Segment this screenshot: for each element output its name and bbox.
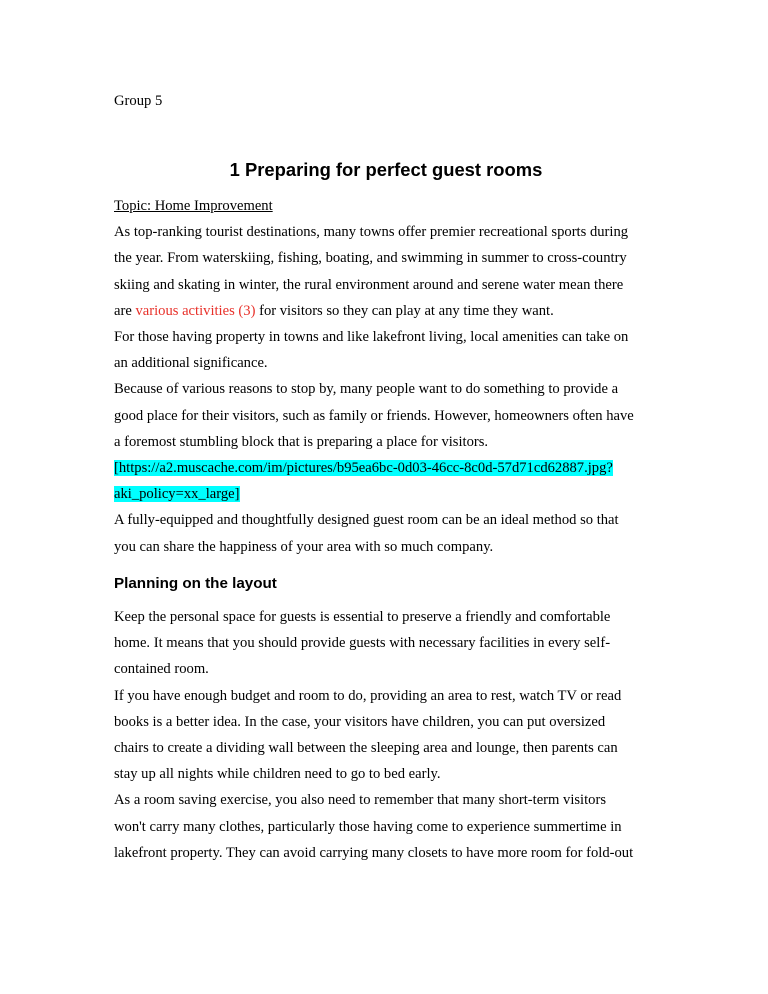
- topic-line: [114, 193, 659, 219]
- text-line: As top-ranking tourist destinations, many towns offer premier recreational sports during: [114, 224, 629, 241]
- text-line: books is a better idea. In the case, your visitors have children, you can put oversized: [114, 713, 606, 730]
- group-label: Group 5: [114, 93, 163, 109]
- text-line: won't carry many clothes, particularly those having come to experience summertime in: [114, 818, 622, 835]
- text-line: lakefront property. They can avoid carrying many closets to have more room for fold-out: [114, 844, 634, 861]
- text-line: contained room.: [114, 661, 209, 678]
- document-title: [0, 156, 768, 184]
- text-line-post: for visitors so they can play at any time they want.: [255, 302, 554, 319]
- topic-label: Topic: Home Improvement: [114, 198, 273, 214]
- text-line: good place for their visitors, such as family or friends. However, homeowners often have: [114, 407, 634, 424]
- text-line: a foremost stumbling block that is preparing a place for visitors.: [114, 433, 489, 450]
- layout-section: [114, 604, 659, 866]
- section-paragraph-2: [114, 683, 659, 788]
- text-line: Keep the personal space for guests is essential to preserve a friendly and comfortable: [114, 609, 611, 625]
- document-title-text: 1 Preparing for perfect guest rooms: [229, 159, 543, 180]
- text-line: Because of various reasons to stop by, many people want to do something to provide a: [114, 381, 619, 398]
- intro-paragraph-3: [114, 376, 659, 455]
- section-heading: Planning on the layout: [114, 575, 277, 592]
- text-line: stay up all nights while children need to go to bed early.: [114, 766, 441, 783]
- text-line-pre: are: [114, 302, 136, 319]
- text-line: an additional significance.: [114, 355, 268, 372]
- text-line: If you have enough budget and room to do, providing an area to rest, watch TV or read: [114, 687, 622, 704]
- section-paragraph-3: [114, 787, 659, 866]
- text-line: home. It means that you should provide guests with necessary facilities in every self-: [114, 635, 611, 652]
- red-annotation: various activities (3): [135, 302, 256, 319]
- intro-paragraph-2: [114, 324, 659, 376]
- text-line: A fully-equipped and thoughtfully designed guest room can be an ideal method so that: [114, 512, 619, 529]
- text-line: skiing and skating in winter, the rural environment around and serene water mean there: [114, 276, 624, 293]
- intro-paragraph-4: [114, 507, 659, 559]
- intro-paragraph-1: [114, 219, 659, 324]
- section-paragraph-1: [114, 604, 659, 683]
- text-line: As a room saving exercise, you also need to remember that many short-term visitors: [114, 792, 607, 809]
- text-line: chairs to create a dividing wall between the sleeping area and lounge, then parents can: [114, 740, 618, 757]
- text-line: For those having property in towns and like lakefront living, local amenities can take on: [114, 329, 629, 346]
- image-link-line[interactable]: [https://a2.muscache.com/im/pictures/b95ea6bc-0d03-46cc-8c0d-57d71cd62887.jpg?: [114, 460, 613, 477]
- text-line: the year. From waterskiing, fishing, boating, and swimming in summer to cross-country: [114, 250, 627, 267]
- image-link[interactable]: [114, 455, 659, 507]
- text-line: you can share the happiness of your area with so much company.: [114, 538, 494, 555]
- image-link-line[interactable]: aki_policy=xx_large]: [114, 486, 240, 503]
- intro-section: [114, 193, 659, 560]
